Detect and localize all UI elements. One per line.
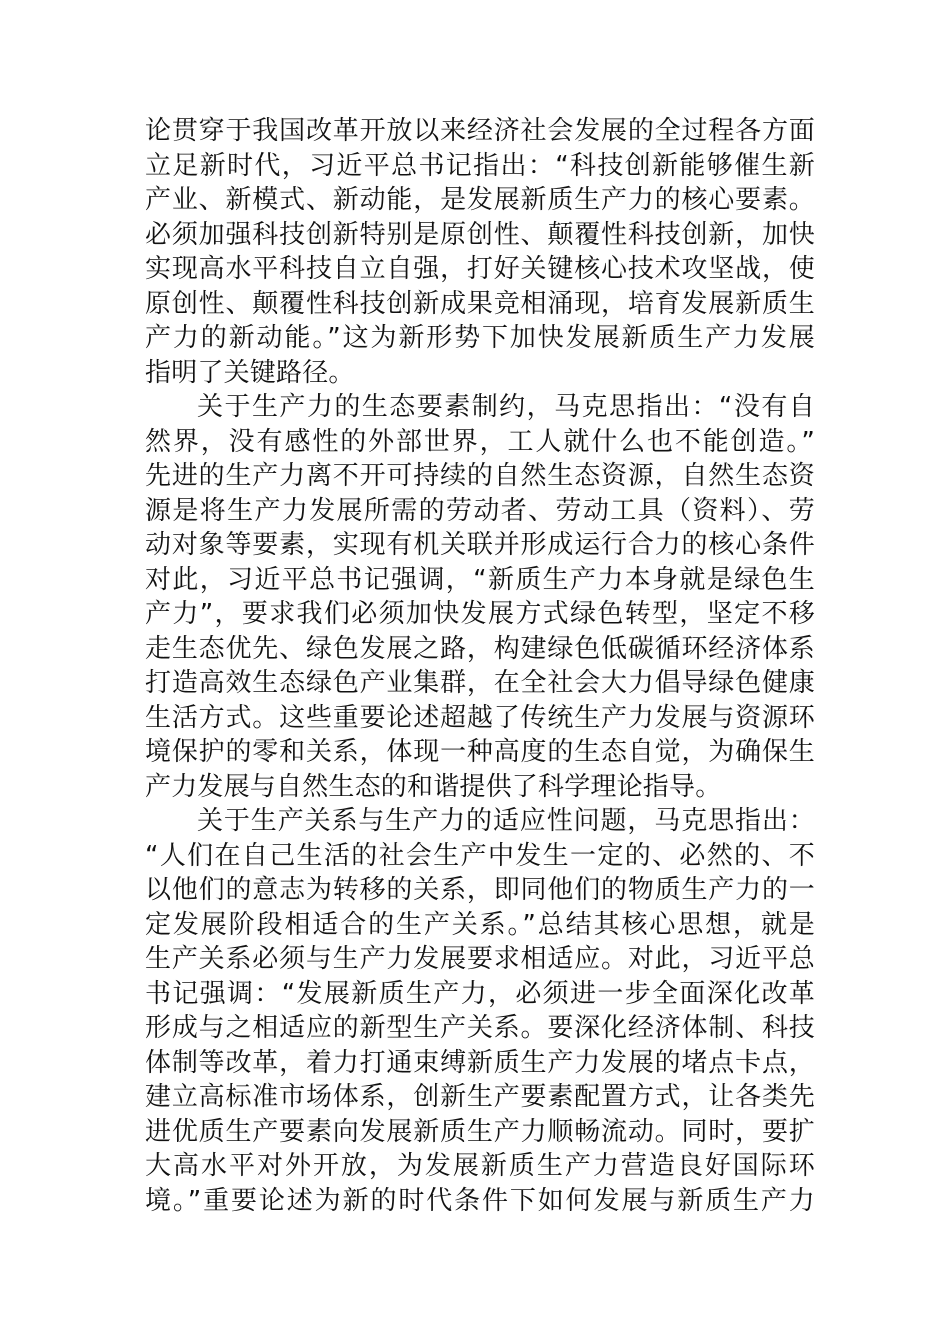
text-line: 先进的生产力离不开可持续的自然生态资源，自然生态资 (145, 461, 815, 491)
text-line: 产力的新动能。”这为新形势下加快发展新质生产力发展 (145, 323, 815, 353)
text-line: 生活方式。这些重要论述超越了传统生产力发展与资源环 (145, 702, 815, 733)
text-line: 动对象等要素，实现有机关联并形成运行合力的核心条件 (145, 530, 815, 560)
text-line: 境保护的零和关系，体现一种高度的生态自觉，为确保生 (145, 737, 815, 767)
text-line: 论贯穿于我国改革开放以来经济社会发展的全过程各方面 (145, 116, 815, 146)
text-line: 实现高水平科技自立自强，打好关键核心技术攻坚战，使 (145, 254, 815, 284)
text-line: 立足新时代，习近平总书记指出：“科技创新能够催生新 (145, 150, 815, 181)
text-line: 体制等改革，着力打通束缚新质生产力发展的堵点卡点， (145, 1047, 815, 1078)
text-line: 原创性、颠覆性科技创新成果竞相涌现，培育发展新质生 (145, 288, 815, 319)
body-text (145, 114, 815, 1218)
text-line: 打造高效生态绿色产业集群，在全社会大力倡导绿色健康 (145, 668, 815, 698)
text-line: 书记强调：“发展新质生产力，必须进一步全面深化改革 (145, 978, 815, 1009)
text-line: 源是将生产力发展所需的劳动者、劳动工具（资料）、劳 (145, 495, 815, 526)
text-line: 形成与之相适应的新型生产关系。要深化经济体制、科技 (145, 1013, 815, 1043)
text-line: 产力发展与自然生态的和谐提供了科学理论指导。 (145, 771, 722, 802)
text-line: 大高水平对外开放，为发展新质生产力营造良好国际环 (145, 1151, 815, 1181)
text-line: 生产关系必须与生产力发展要求相适应。对此，习近平总 (145, 944, 815, 974)
text-line: 必须加强科技创新特别是原创性、颠覆性科技创新，加快 (145, 219, 815, 250)
text-line: 对此，习近平总书记强调，“新质生产力本身就是绿色生 (145, 564, 815, 595)
text-line: 关于生产力的生态要素制约，马克思指出：“没有自 (197, 392, 815, 422)
text-line: 产力”，要求我们必须加快发展方式绿色转型，坚定不移 (145, 599, 815, 629)
text-line: 关于生产关系与生产力的适应性问题，马克思指出： (197, 806, 815, 836)
text-line: 境。”重要论述为新的时代条件下如何发展与新质生产力 (145, 1185, 815, 1216)
text-line: “人们在自己生活的社会生产中发生一定的、必然的、不 (145, 840, 815, 871)
text-line: 然界，没有感性的外部世界，工人就什么也不能创造。” (145, 426, 815, 457)
text-line: 以他们的意志为转移的关系，即同他们的物质生产力的一 (145, 875, 815, 905)
text-line: 指明了关键路径。 (145, 357, 355, 388)
text-line: 进优质生产要素向发展新质生产力顺畅流动。同时，要扩 (145, 1116, 815, 1147)
text-line: 建立高标准市场体系，创新生产要素配置方式，让各类先 (145, 1082, 815, 1112)
text-line: 走生态优先、绿色发展之路，构建绿色低碳循环经济体系 (145, 633, 815, 664)
text-line: 定发展阶段相适合的生产关系。”总结其核心思想，就是 (145, 909, 815, 940)
text-line: 产业、新模式、新动能，是发展新质生产力的核心要素。 (145, 185, 815, 215)
